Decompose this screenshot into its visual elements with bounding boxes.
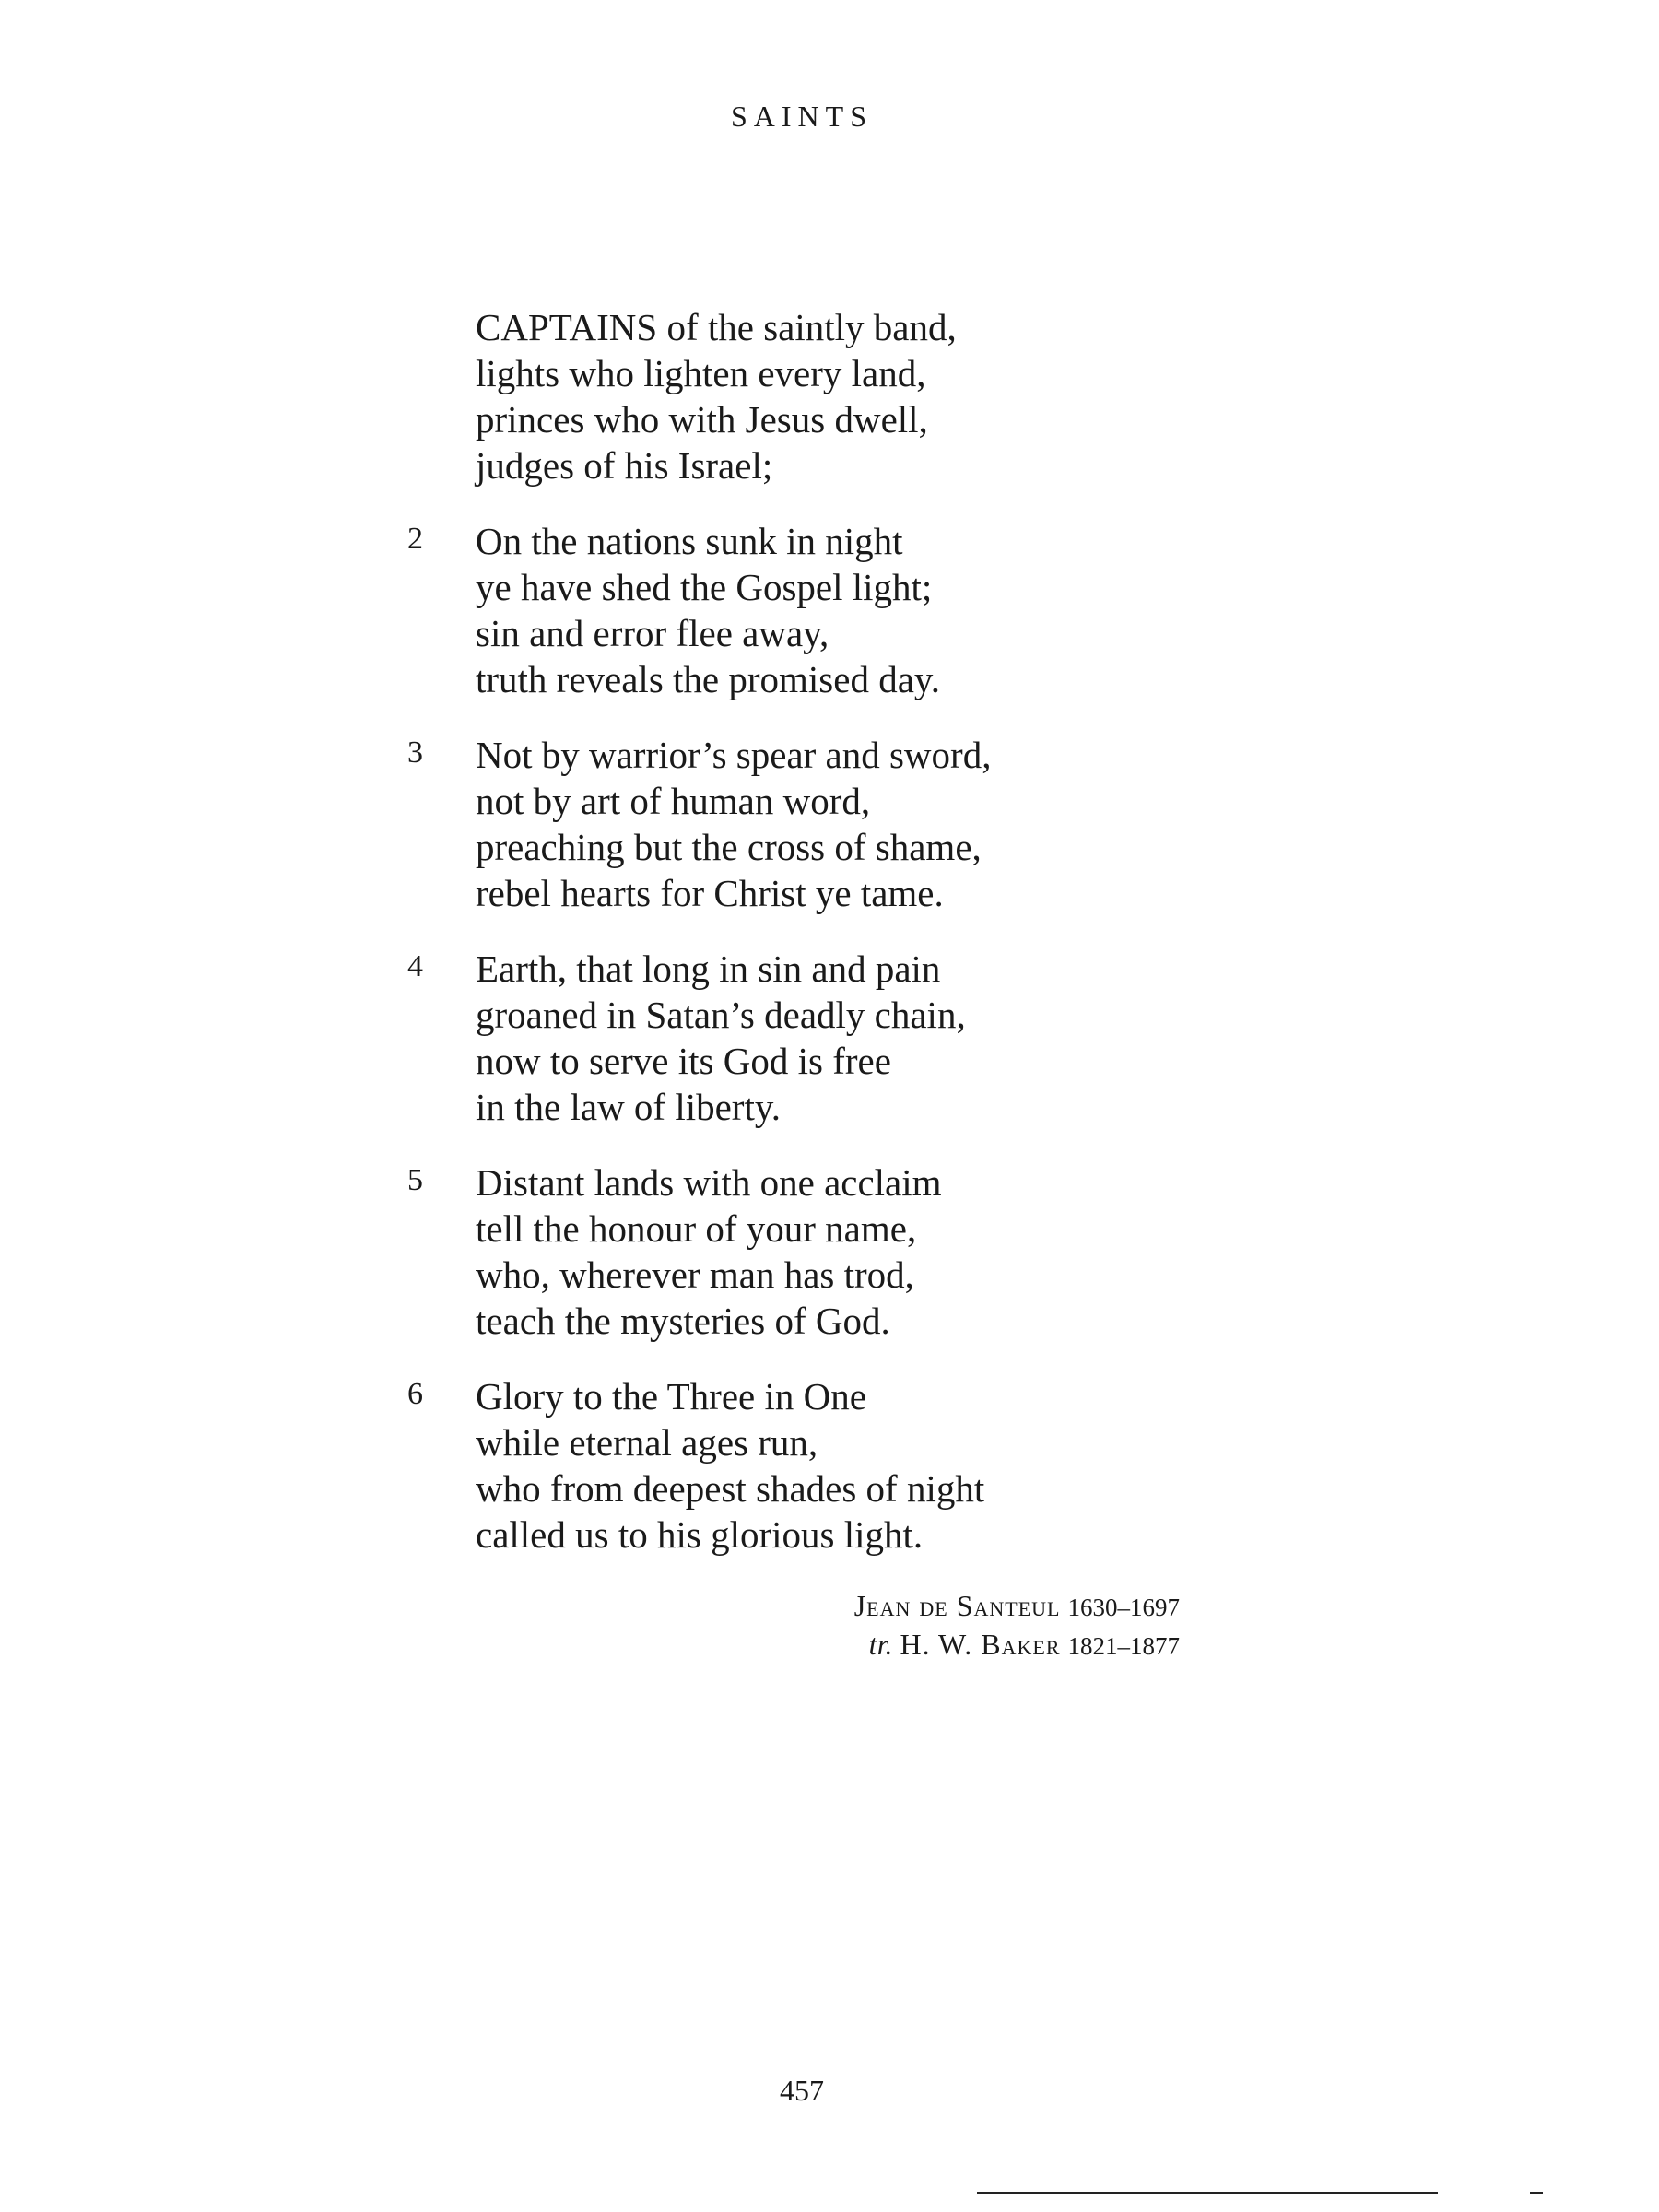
translator-prefix: tr. xyxy=(868,1628,893,1661)
verse-line: rebel hearts for Christ ye tame. xyxy=(476,872,944,914)
verse-line: not by art of human word, xyxy=(476,780,871,822)
page-number: 457 xyxy=(780,2074,824,2107)
translator-dates: 1821–1877 xyxy=(1067,1632,1180,1660)
running-header: SAINTS xyxy=(730,100,873,133)
verse-line xyxy=(476,304,1217,350)
author-name: Jean de Santeul xyxy=(853,1589,1061,1622)
verse-number: 6 xyxy=(407,1377,423,1411)
verse-number: 3 xyxy=(407,735,423,770)
verse-line: princes who with Jesus dwell, xyxy=(476,398,928,441)
verse-line: On the nations sunk in night xyxy=(476,520,903,562)
verse-line: Not by warrior’s spear and sword, xyxy=(476,734,992,776)
verse-line: Glory to the Three in One xyxy=(476,1375,866,1418)
attribution xyxy=(854,1587,1180,1665)
verse-line: lights who lighten every land, xyxy=(476,352,926,394)
verse-number: 4 xyxy=(407,949,423,983)
verse-line: judges of his Israel; xyxy=(476,444,773,487)
hymn-text xyxy=(387,304,1217,1587)
verse-number: 5 xyxy=(407,1163,423,1197)
verse-5 xyxy=(387,1159,1217,1344)
verse-6 xyxy=(387,1373,1217,1558)
author-line xyxy=(854,1587,1180,1626)
opening-line-rest: of the saintly band, xyxy=(657,306,957,348)
verse-line: called us to his glorious light. xyxy=(476,1513,924,1556)
verse-line: teach the mysteries of God. xyxy=(476,1300,890,1342)
verse-4 xyxy=(387,946,1217,1130)
scan-edge-line xyxy=(977,2192,1438,2194)
verse-1 xyxy=(387,304,1217,488)
translator-line xyxy=(854,1626,1180,1665)
verse-line: Earth, that long in sin and pain xyxy=(476,947,941,990)
verse-line: truth reveals the promised day. xyxy=(476,658,940,700)
verse-line: in the law of liberty. xyxy=(476,1086,781,1128)
translator-name: H. W. Baker xyxy=(900,1628,1061,1661)
verse-line: Distant lands with one acclaim xyxy=(476,1161,942,1204)
verse-number: 2 xyxy=(407,522,423,556)
author-dates: 1630–1697 xyxy=(1067,1594,1180,1621)
verse-line: now to serve its God is free xyxy=(476,1040,891,1082)
verse-line: preaching but the cross of shame, xyxy=(476,826,982,868)
verse-3 xyxy=(387,732,1217,916)
scan-edge-mark xyxy=(1530,2192,1543,2194)
verse-line: who, wherever man has trod, xyxy=(476,1253,914,1296)
verse-line: groaned in Satan’s deadly chain, xyxy=(476,994,966,1036)
verse-line: while eternal ages run, xyxy=(476,1421,818,1464)
verse-line: who from deepest shades of night xyxy=(476,1467,985,1510)
verse-2 xyxy=(387,518,1217,702)
opening-word: CAPTAINS xyxy=(476,306,658,348)
verse-line: ye have shed the Gospel light; xyxy=(476,566,933,608)
verse-line: sin and error flee away, xyxy=(476,612,830,654)
verse-line: tell the honour of your name, xyxy=(476,1207,917,1250)
